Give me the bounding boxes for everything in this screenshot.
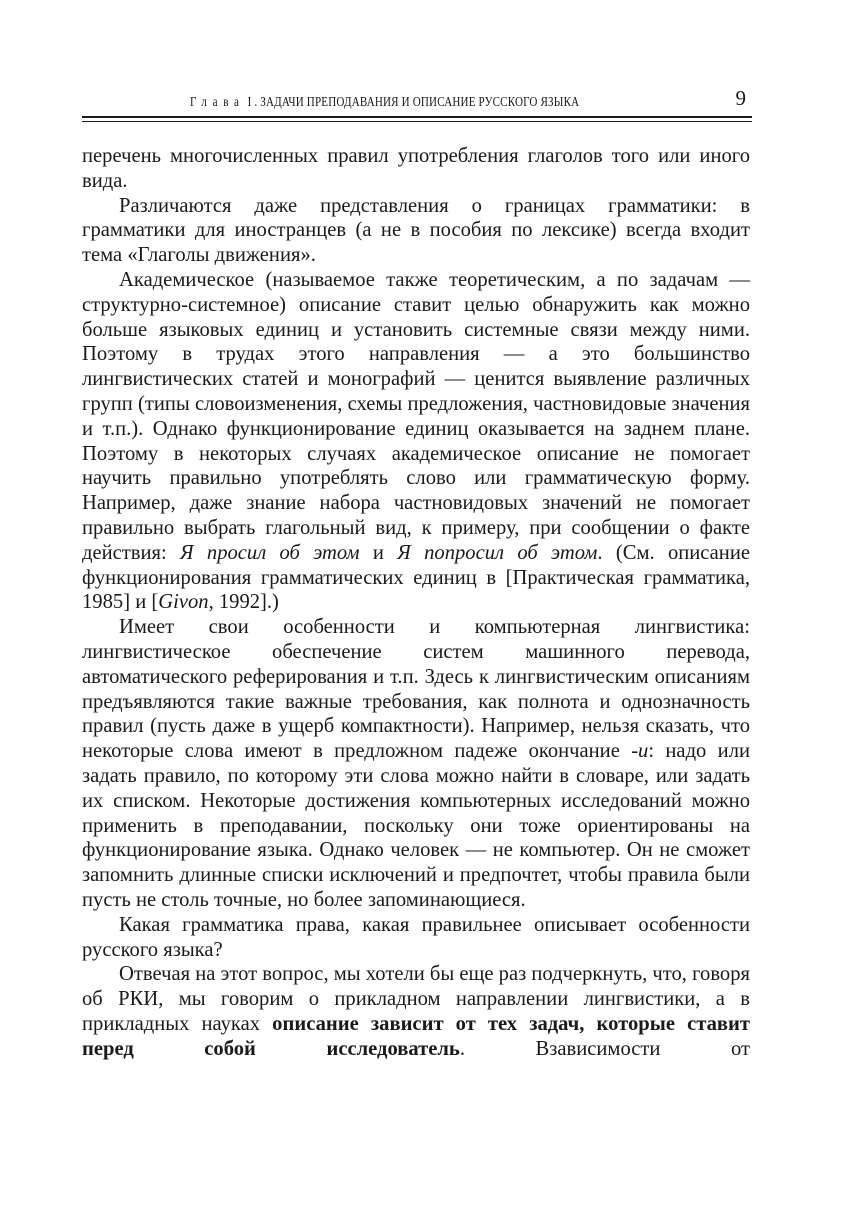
paragraph-3-text-c: , 1992].) <box>208 591 279 614</box>
paragraph-6-emphasis: описание зависит от тех задач, которые ставит перед собой исследователь <box>82 1012 750 1060</box>
paragraph-4-text-a: Имеет свои особенности и компьютерная лингвистика: лингвистическое обеспечение систем машинного перевода, автоматического реферирования и т.п. Здесь к лингвистическим описаниям предъявляются такие важные требования, как полнота и однозначность правил (пусть даже в ущерб компактности). Например, нельзя сказать, что некоторые слова имеют в предложном падеже окончание <box>82 616 750 763</box>
chapter-word: Глава <box>190 94 245 109</box>
paragraph-3-text-a: Академическое (называемое также теоретическим, а по задачам — структурно-системное) описание ставит целью обнаружить как можно больше языковых единиц и установить системные связи между ними. Поэтому в трудах этого направления — а это большинство лингвистических статей и монографий — ценится выявление различных групп (типы словоизменения, схемы предложения, частновидовые значения и т.п.). Однако функционирование единиц оказывается на заднем плане. Поэтому в некоторых случаях академическое описание не помогает научить правильно употреблять слово или грамматическую форму. Например, даже знание набора частновидовых значений не помогает правильно выбрать глагольный вид, к примеру, при сообщении о факте действия: <box>82 268 750 564</box>
paragraph-6-text-b: . Взависимости от <box>459 1037 751 1060</box>
chapter-number: I <box>247 94 252 109</box>
page-number: 9 <box>735 86 746 110</box>
paragraph-6 <box>82 962 750 1061</box>
paragraph-3-text-b: . (См. описание функционирования грамматических единиц в [Практическая грамматика, 1985] и [ <box>82 541 750 614</box>
running-header-title <box>190 94 579 110</box>
paragraph-4-text-b: : надо или задать правило, по которому эти слова можно найти в словаре, или задать их списком. Некоторые достижения компьютерных исследований можно применить в преподавании, поскольку они тоже ориентированы на функционирование языка. Однако человек — не компьютер. Он не сможет запомнить длинные списки исключений и предпочтет, чтобы правила были пусть не столь точные, но более запоминающиеся. <box>82 740 750 911</box>
header-rule-thick <box>82 116 752 118</box>
paragraph-3 <box>82 268 750 615</box>
paragraph-5: Какая грамматика права, какая правильнее описывает особенности русского языка? <box>82 913 750 961</box>
chapter-title: . ЗАДАЧИ ПРЕПОДАВАНИЯ И ОПИСАНИЕ РУССКОГО ЯЗЫКА <box>254 94 580 109</box>
header-rule-thin <box>82 121 752 122</box>
example-ya-prosil: Я просил об этом <box>180 541 360 564</box>
paragraph-2: Различаются даже представления о границах грамматики: в грамматики для иностранцев (а не в пособия по лексике) всегда входит тема «Глаголы движения». <box>82 194 750 267</box>
paragraph-6-text-a: Отвечая на этот вопрос, мы хотели бы еще раз подчеркнуть, что, говоря об РКИ, мы говорим о прикладном направлении лингвистики, а в прикладных науках <box>82 963 750 1035</box>
running-header <box>82 86 752 114</box>
paragraph-3-and: и <box>359 541 398 564</box>
paragraph-1: перечень многочисленных правил употребления глаголов того или иного вида. <box>82 145 750 192</box>
paragraph-4 <box>82 615 750 913</box>
example-ya-poprosil: Я попросил об этом <box>397 541 598 564</box>
ending-example: -и <box>631 740 649 763</box>
citation-author: Givon <box>158 591 209 614</box>
body-text <box>82 144 750 1061</box>
